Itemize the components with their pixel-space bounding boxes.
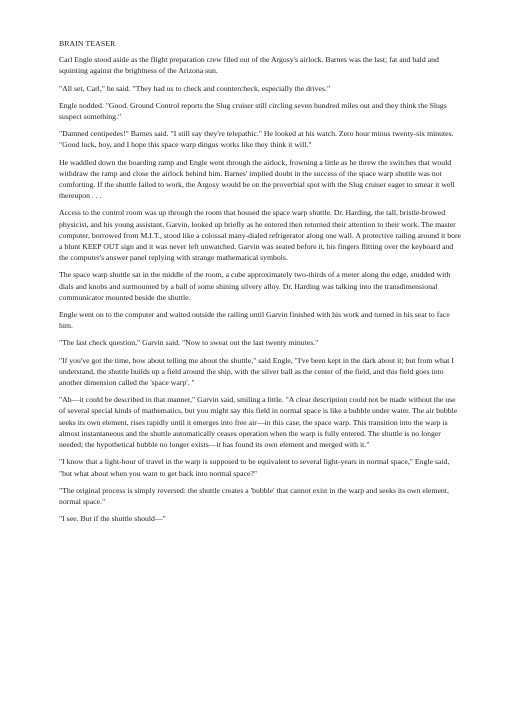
- paragraph-5: He waddled down the boarding ramp and Engle went through the airlock, frowning a little as he threw the switches that would withdraw the ramp and close the airlock behind him. Barnes' implied doubt in the success of the space warp shuttle was not comforting. If the shuttle failed to work, the Argosy would be on the proverbial spot with the Slug cruiser eager to smear it well thereupon . . .: [59, 157, 455, 201]
- paragraph-4: "Damned centipedes!" Barnes said. "I still say they're telepathic." He looked at his watch. Zero hour minus twenty-six minutes. "Good luck, boy, and I hope this space warp dingus works like they think it will.": [59, 129, 454, 150]
- paragraph-2: "All set, Carl," he said. "They had us to check and countercheck, especially the drives.": [59, 83, 331, 93]
- paragraph-11: "Ah—it could be described in that manner," Garvin said, smiling a little. "A clear description could not be made without the use of several special kinds of mathematics, but you might say this field in normal space is like a bubble under water. The air bubble seeks its own element, rises rapidly until it emerges into free air—in this case, the space warp. This transition into the warp is almost instantaneous and the shuttle automatically ceases operation when the warp is fully entered. The shuttle is no longer needed; the hypothetical bubble no longer exists—it has found its own element and merged with it.": [59, 395, 458, 450]
- paragraph-13: "The original process is simply reversed: the shuttle creates a 'bubble' that cannot exist in the warp and seeks its own element, normal space.": [59, 485, 449, 506]
- document-page: [59, 38, 463, 530]
- paragraph-9: "The last check question," Garvin said. "Now to sweat out the last twenty minutes.": [59, 338, 319, 348]
- document-title: BRAIN TEASER: [59, 39, 116, 48]
- paragraph-6: Access to the control room was up through the room that housed the space warp shuttle. Dr. Harding, the tall, bristle-browed physicist, and his young assistant, Garvin, looked up briefly as he entered then returned their attention to their work. The master computer, borrowed from M.I.T., stood like a colossal many-dialed refrigerator along one wall. A protective railing around it bore a blunt KEEP OUT sign and it was never left unwatched. Garvin was seated before it, his fingers flitting over the keyboard and the computer's answer panel replying with strange mathematical symbols.: [59, 208, 461, 263]
- paragraph-14: "I see. But if the shuttle should—": [59, 514, 166, 524]
- paragraph-3: Engle nodded. "Good. Ground Control reports the Slug cruiser still circling seven hundred miles out and they think the Slugs suspect something.": [59, 100, 447, 122]
- paragraph-10: "If you've got the time, how about telling me about the shuttle," said Engle, "I've been kept in the dark about it; but from what I understand, the shuttle builds up a field around the ship, with the silver ball as the center of the field, and this field goes into another dimension called the 'space warp'. ": [59, 355, 454, 388]
- paragraph-7: The space warp shuttle sat in the middle of the room, a cube approximately two-thirds of a meter along the edge, studded with dials and knobs and surmounted by a ball of some shining silvery alloy. Dr. Harding was talking into the transdimensional communicator mounted beside the shuttle.: [59, 270, 451, 302]
- paragraph-8: Engle went on to the computer and waited outside the railing until Garvin finished with his work and turned in his seat to face him.: [59, 310, 450, 331]
- paragraph-12: "I know that a light-hour of travel in the warp is supposed to be equivalent to several light-years in normal space," Engle said, "but what about when you want to get back into normal space?": [59, 457, 450, 478]
- paragraph-1: Carl Engle stood aside as the flight preparation crew filed out of the Argosy's airlock. Barnes was the last; fat and bald and squinting against the brightness of the Arizona sun.: [59, 55, 439, 76]
